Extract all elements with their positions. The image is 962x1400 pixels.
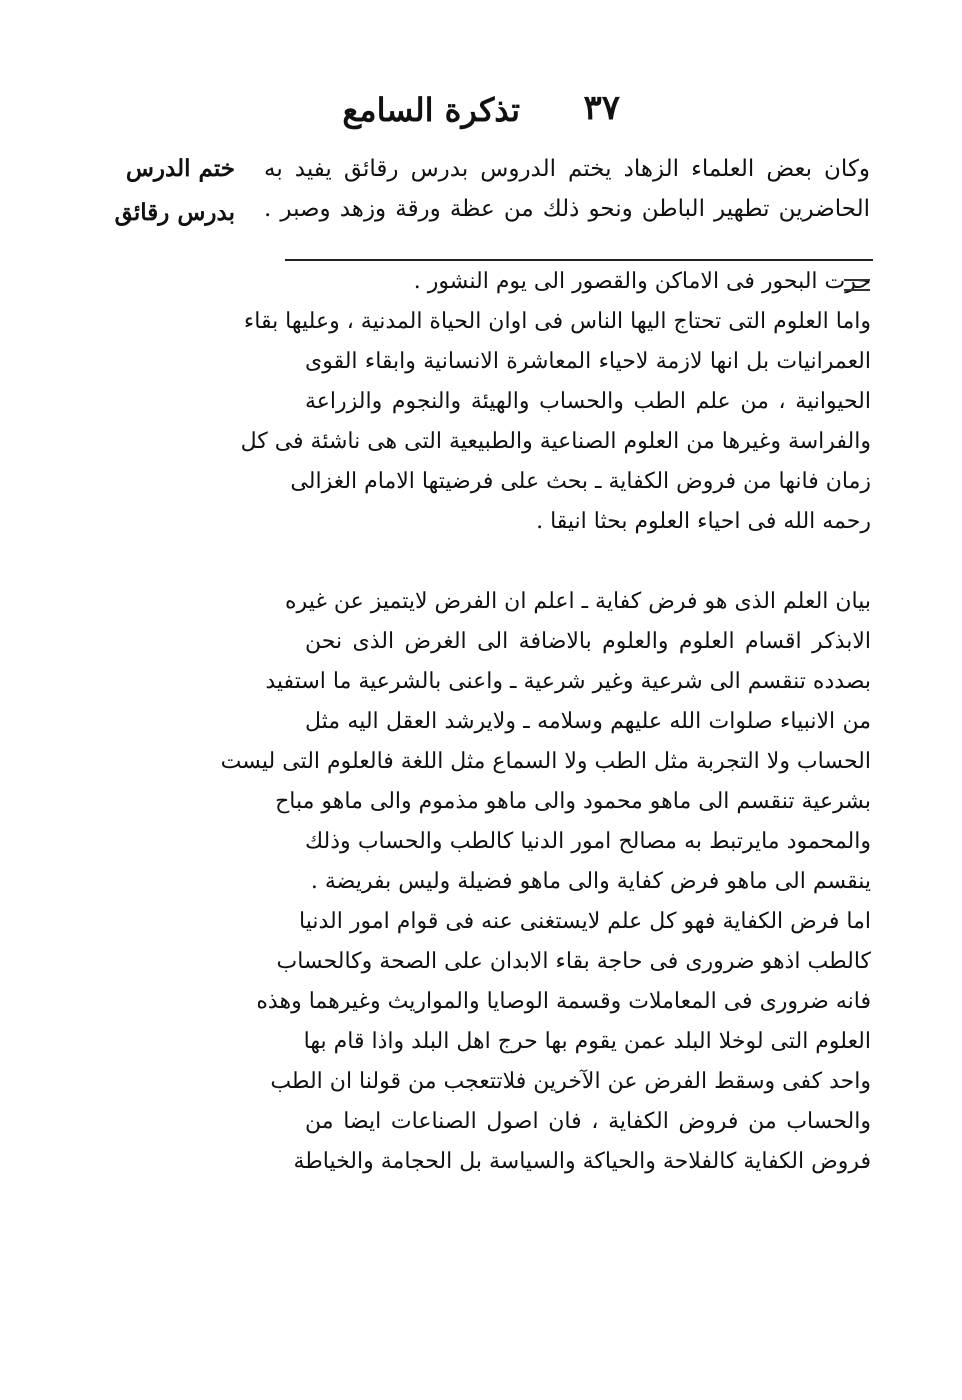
footnote-line: زمان فانها من فروض الكفاية ـ بحث على فرضيتها الامام الغزالى	[290, 469, 871, 494]
footnote-line: بيان العلم الذى هو فرض كفاية ـ اعلم ان الفرض لايتميز عن غيره	[285, 589, 871, 614]
running-title: تذكرة السامع	[342, 91, 520, 129]
footnote-line: والحساب من فروض الكفاية ، فان اصول الصناعات ايضا من	[305, 1109, 871, 1134]
footnote-line: الحساب ولا التجربة مثل الطب ولا السماع مثل اللغة فالعلوم التى ليست	[220, 749, 871, 774]
footnote-line: العلوم التى لوخلا البلد عمن يقوم بها حرج اهل البلد واذا قام بها	[303, 1029, 871, 1054]
margin-note: بدرس رقائق	[114, 199, 235, 226]
footnote-line: ينقسم الى ماهو فرض كفاية والى ماهو فضيلة وليس بفريضة .	[310, 869, 871, 894]
footnote-line: من الانبياء صلوات الله عليهم وسلامه ـ ولايرشد العقل اليه مثل	[305, 709, 871, 734]
footnote-line: الابذكر اقسام العلوم والعلوم بالاضافة الى الغرض الذى نحن	[305, 629, 871, 654]
footnote-line: جرت البحور فى الاماكن والقصور الى يوم النشور .	[413, 269, 871, 294]
footnote-line: فانه ضرورى فى المعاملات وقسمة الوصايا والمواريث وغيرهما وهذه	[256, 989, 871, 1014]
footnote-line: واما العلوم التى تحتاج اليها الناس فى اوان الحياة المدنية ، وعليها بقاء	[243, 309, 871, 334]
footnote-line: فروض الكفاية كالفلاحة والحياكة والسياسة بل الحجامة والخياطة	[293, 1149, 871, 1174]
footnote-line: كالطب اذهو ضرورى فى حاجة بقاء الابدان على الصحة وكالحساب	[276, 949, 871, 974]
margin-note: ختم الدرس	[125, 155, 235, 182]
footnote-line: العمرانيات بل انها لازمة لاحياء المعاشرة الانسانية وابقاء القوى	[305, 349, 871, 374]
footnote-line: اما فرض الكفاية فهو كل علم لايستغنى عنه فى قوام امور الدنيا	[299, 909, 871, 934]
footnote-line: واحد كفى وسقط الفرض عن الآخرين فلاتتعجب من قولنا ان الطب	[270, 1069, 871, 1094]
page-number: ٣٧	[583, 88, 620, 128]
footnote-line: رحمه الله فى احياء العلوم بحثا انيقا .	[536, 509, 871, 534]
footnote-line: بصدده تنقسم الى شرعية وغير شرعية ـ واعنى بالشرعية ما استفيد	[265, 669, 871, 694]
main-text-line: وكان بعض العلماء الزهاد يختم الدروس بدرس رقائق يفيد به	[264, 156, 870, 182]
continuation-mark	[844, 279, 870, 291]
footnote-line: الحيوانية ، من علم الطب والحساب والهيئة والنجوم والزراعة	[305, 389, 871, 414]
footnote-line: والفراسة وغيرها من العلوم الصناعية والطبيعية التى هى ناشئة فى كل	[240, 429, 871, 454]
page-header	[290, 88, 620, 148]
footnote-line: بشرعية تنقسم الى ماهو محمود والى ماهو مذموم والى ماهو مباح	[275, 789, 871, 814]
footnote-divider	[285, 259, 873, 261]
footnote-line: والمحمود مايرتبط به مصالح امور الدنيا كالطب والحساب وذلك	[305, 829, 871, 854]
main-text-line: الحاضرين تطهير الباطن ونحو ذلك من عظة ورقة وزهد وصبر .	[264, 196, 870, 222]
